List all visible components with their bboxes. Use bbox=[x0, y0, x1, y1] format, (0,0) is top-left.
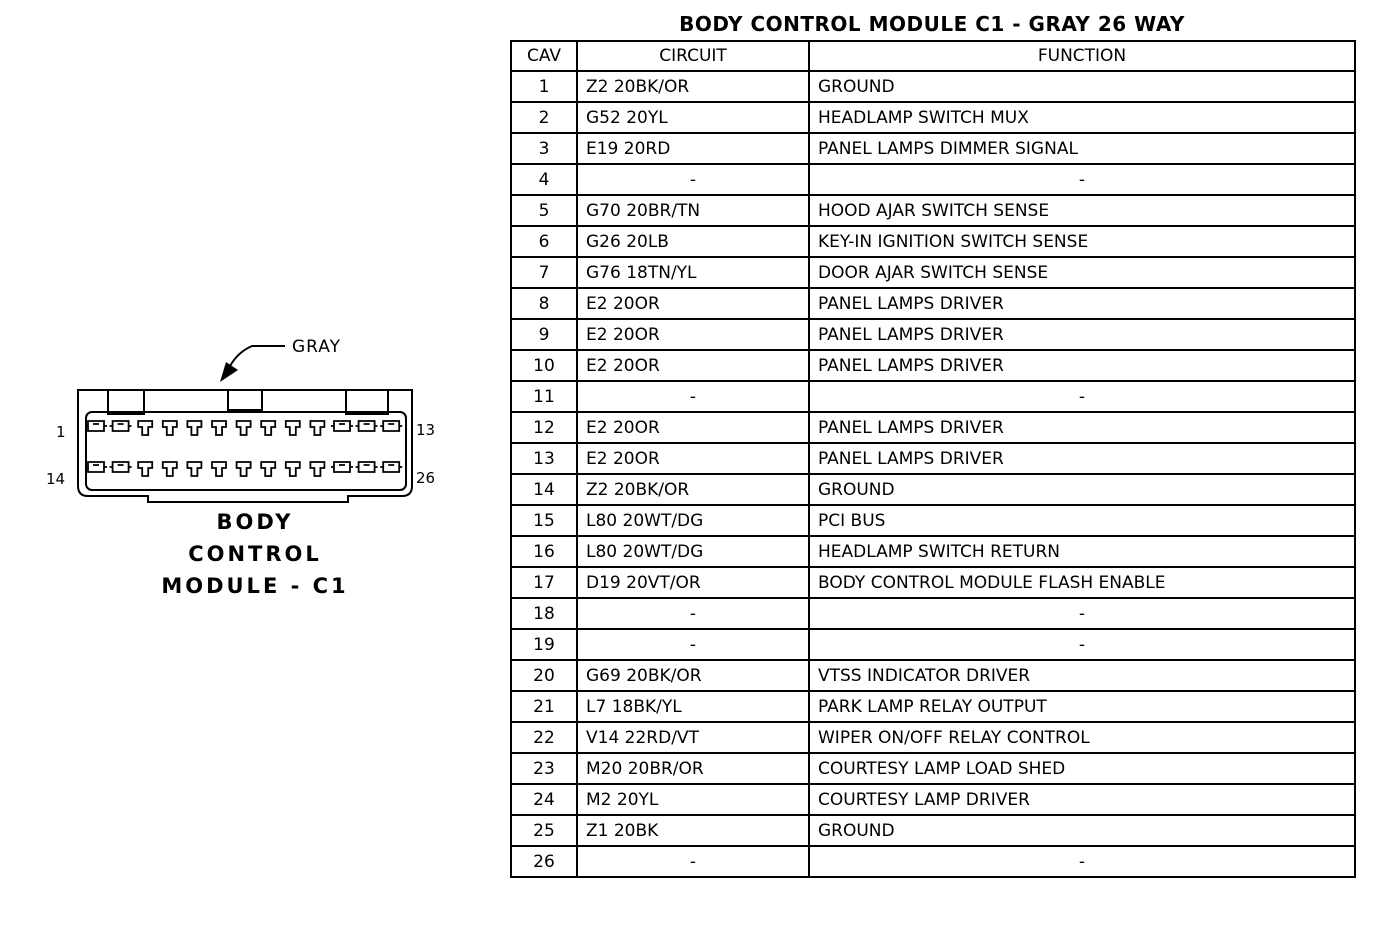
terminal-cavity-1 bbox=[85, 421, 107, 431]
terminal-cavity-15 bbox=[110, 462, 132, 472]
function-cell: GROUND bbox=[809, 815, 1355, 846]
function-cell: BODY CONTROL MODULE FLASH ENABLE bbox=[809, 567, 1355, 598]
table-row bbox=[511, 164, 1355, 195]
function-cell: DOOR AJAR SWITCH SENSE bbox=[809, 257, 1355, 288]
terminal-cavity-20 bbox=[237, 462, 251, 476]
table-row bbox=[511, 598, 1355, 629]
circuit-cell: L80 20WT/DG bbox=[577, 536, 809, 567]
terminal-cavity-6 bbox=[212, 421, 226, 435]
terminal-row-2 bbox=[85, 462, 402, 476]
cav-cell: 11 bbox=[511, 381, 577, 412]
cav-cell: 21 bbox=[511, 691, 577, 722]
cav-cell: 3 bbox=[511, 133, 577, 164]
circuit-cell: G52 20YL bbox=[577, 102, 809, 133]
function-cell: PANEL LAMPS DIMMER SIGNAL bbox=[809, 133, 1355, 164]
circuit-cell: G70 20BR/TN bbox=[577, 195, 809, 226]
cav-cell: 22 bbox=[511, 722, 577, 753]
terminal-cavity-12 bbox=[356, 421, 378, 431]
function-cell: HEADLAMP SWITCH RETURN bbox=[809, 536, 1355, 567]
gray-callout-leader bbox=[230, 346, 285, 366]
circuit-cell: E2 20OR bbox=[577, 319, 809, 350]
function-cell: COURTESY LAMP DRIVER bbox=[809, 784, 1355, 815]
function-cell: GROUND bbox=[809, 474, 1355, 505]
circuit-cell: E2 20OR bbox=[577, 350, 809, 381]
function-cell: - bbox=[809, 598, 1355, 629]
circuit-cell: M2 20YL bbox=[577, 784, 809, 815]
function-cell: - bbox=[809, 164, 1355, 195]
cav-cell: 26 bbox=[511, 846, 577, 877]
diagram-caption-line-3: MODULE - C1 bbox=[161, 574, 349, 598]
table-row bbox=[511, 846, 1355, 877]
cav-cell: 15 bbox=[511, 505, 577, 536]
table-row bbox=[511, 350, 1355, 381]
function-cell: PANEL LAMPS DRIVER bbox=[809, 412, 1355, 443]
terminal-cavity-22 bbox=[286, 462, 300, 476]
cav-cell: 8 bbox=[511, 288, 577, 319]
circuit-cell: M20 20BR/OR bbox=[577, 753, 809, 784]
table-row bbox=[511, 226, 1355, 257]
cav-cell: 4 bbox=[511, 164, 577, 195]
table-row bbox=[511, 567, 1355, 598]
terminal-cavity-8 bbox=[261, 421, 275, 435]
header-function: FUNCTION bbox=[809, 41, 1355, 71]
function-cell: KEY-IN IGNITION SWITCH SENSE bbox=[809, 226, 1355, 257]
table-row bbox=[511, 133, 1355, 164]
function-cell: PARK LAMP RELAY OUTPUT bbox=[809, 691, 1355, 722]
terminal-cavity-26 bbox=[380, 462, 402, 472]
terminal-cavity-7 bbox=[237, 421, 251, 435]
circuit-cell: - bbox=[577, 164, 809, 195]
function-cell: PANEL LAMPS DRIVER bbox=[809, 350, 1355, 381]
table-row bbox=[511, 474, 1355, 505]
table-header-row bbox=[511, 41, 1355, 71]
function-cell: VTSS INDICATOR DRIVER bbox=[809, 660, 1355, 691]
pin-14-label: 14 bbox=[46, 470, 66, 488]
circuit-cell: - bbox=[577, 629, 809, 660]
table-row bbox=[511, 629, 1355, 660]
table-title: BODY CONTROL MODULE C1 - GRAY 26 WAY bbox=[679, 12, 1185, 36]
table-row bbox=[511, 660, 1355, 691]
terminal-cavity-10 bbox=[310, 421, 324, 435]
cav-cell: 14 bbox=[511, 474, 577, 505]
cav-cell: 19 bbox=[511, 629, 577, 660]
function-cell: - bbox=[809, 381, 1355, 412]
terminal-cavity-5 bbox=[187, 421, 201, 435]
cav-cell: 1 bbox=[511, 71, 577, 102]
cav-cell: 25 bbox=[511, 815, 577, 846]
function-cell: PANEL LAMPS DRIVER bbox=[809, 319, 1355, 350]
function-cell: HOOD AJAR SWITCH SENSE bbox=[809, 195, 1355, 226]
circuit-cell: E2 20OR bbox=[577, 288, 809, 319]
diagram-caption-line-1: BODY bbox=[216, 510, 294, 534]
connector-latch bbox=[346, 390, 388, 414]
cav-cell: 7 bbox=[511, 257, 577, 288]
terminal-row-1 bbox=[85, 421, 402, 435]
function-cell: PANEL LAMPS DRIVER bbox=[809, 288, 1355, 319]
cav-cell: 23 bbox=[511, 753, 577, 784]
cav-cell: 17 bbox=[511, 567, 577, 598]
circuit-cell: E2 20OR bbox=[577, 443, 809, 474]
cav-cell: 16 bbox=[511, 536, 577, 567]
circuit-cell: Z1 20BK bbox=[577, 815, 809, 846]
circuit-cell: V14 22RD/VT bbox=[577, 722, 809, 753]
function-cell: - bbox=[809, 629, 1355, 660]
terminal-cavity-3 bbox=[138, 421, 152, 435]
table-row bbox=[511, 815, 1355, 846]
circuit-cell: G76 18TN/YL bbox=[577, 257, 809, 288]
circuit-cell: G26 20LB bbox=[577, 226, 809, 257]
table-row bbox=[511, 319, 1355, 350]
circuit-cell: L7 18BK/YL bbox=[577, 691, 809, 722]
table-row bbox=[511, 536, 1355, 567]
function-cell: HEADLAMP SWITCH MUX bbox=[809, 102, 1355, 133]
cav-cell: 18 bbox=[511, 598, 577, 629]
function-cell: - bbox=[809, 846, 1355, 877]
terminal-cavity-11 bbox=[331, 421, 353, 431]
pin-26-label: 26 bbox=[416, 469, 436, 487]
table-row bbox=[511, 753, 1355, 784]
table-row bbox=[511, 102, 1355, 133]
terminal-cavity-9 bbox=[286, 421, 300, 435]
table-row bbox=[511, 381, 1355, 412]
header-cav: CAV bbox=[511, 41, 577, 71]
circuit-cell: E19 20RD bbox=[577, 133, 809, 164]
table-row bbox=[511, 691, 1355, 722]
cav-cell: 9 bbox=[511, 319, 577, 350]
table-body bbox=[511, 71, 1355, 877]
terminal-cavity-17 bbox=[163, 462, 177, 476]
terminal-cavity-19 bbox=[212, 462, 226, 476]
circuit-cell: - bbox=[577, 846, 809, 877]
table-row bbox=[511, 412, 1355, 443]
terminal-cavity-13 bbox=[380, 421, 402, 431]
table-row bbox=[511, 257, 1355, 288]
cav-cell: 24 bbox=[511, 784, 577, 815]
pin-1-label: 1 bbox=[56, 423, 66, 441]
cav-cell: 6 bbox=[511, 226, 577, 257]
circuit-cell: L80 20WT/DG bbox=[577, 505, 809, 536]
terminal-cavity-14 bbox=[85, 462, 107, 472]
diagram-caption-line-2: CONTROL bbox=[188, 542, 322, 566]
circuit-cell: Z2 20BK/OR bbox=[577, 474, 809, 505]
connector-latch bbox=[228, 390, 262, 410]
table-row bbox=[511, 71, 1355, 102]
terminal-cavity-16 bbox=[138, 462, 152, 476]
cav-cell: 20 bbox=[511, 660, 577, 691]
cav-cell: 12 bbox=[511, 412, 577, 443]
function-cell: COURTESY LAMP LOAD SHED bbox=[809, 753, 1355, 784]
terminal-cavity-23 bbox=[310, 462, 324, 476]
cav-cell: 10 bbox=[511, 350, 577, 381]
table-row bbox=[511, 722, 1355, 753]
table-row bbox=[511, 443, 1355, 474]
table-row bbox=[511, 505, 1355, 536]
table-row bbox=[511, 288, 1355, 319]
cav-cell: 5 bbox=[511, 195, 577, 226]
terminal-cavity-2 bbox=[110, 421, 132, 431]
circuit-cell: E2 20OR bbox=[577, 412, 809, 443]
cav-cell: 2 bbox=[511, 102, 577, 133]
function-cell: PANEL LAMPS DRIVER bbox=[809, 443, 1355, 474]
terminal-cavity-24 bbox=[331, 462, 353, 472]
connector-diagram bbox=[0, 0, 500, 950]
terminal-cavity-21 bbox=[261, 462, 275, 476]
terminal-cavity-4 bbox=[163, 421, 177, 435]
circuit-cell: D19 20VT/OR bbox=[577, 567, 809, 598]
connector-outline bbox=[78, 390, 412, 502]
header-circuit: CIRCUIT bbox=[577, 41, 809, 71]
connector-latch bbox=[108, 390, 144, 414]
pinout-table bbox=[510, 40, 1356, 878]
gray-callout-arrowhead bbox=[220, 362, 238, 382]
table-row bbox=[511, 195, 1355, 226]
function-cell: PCI BUS bbox=[809, 505, 1355, 536]
table-row bbox=[511, 784, 1355, 815]
pin-13-label: 13 bbox=[416, 421, 436, 439]
function-cell: WIPER ON/OFF RELAY CONTROL bbox=[809, 722, 1355, 753]
cav-cell: 13 bbox=[511, 443, 577, 474]
terminal-cavity-18 bbox=[187, 462, 201, 476]
circuit-cell: - bbox=[577, 381, 809, 412]
function-cell: GROUND bbox=[809, 71, 1355, 102]
color-callout-label: GRAY bbox=[292, 337, 341, 357]
circuit-cell: Z2 20BK/OR bbox=[577, 71, 809, 102]
terminal-cavity-25 bbox=[356, 462, 378, 472]
circuit-cell: G69 20BK/OR bbox=[577, 660, 809, 691]
circuit-cell: - bbox=[577, 598, 809, 629]
